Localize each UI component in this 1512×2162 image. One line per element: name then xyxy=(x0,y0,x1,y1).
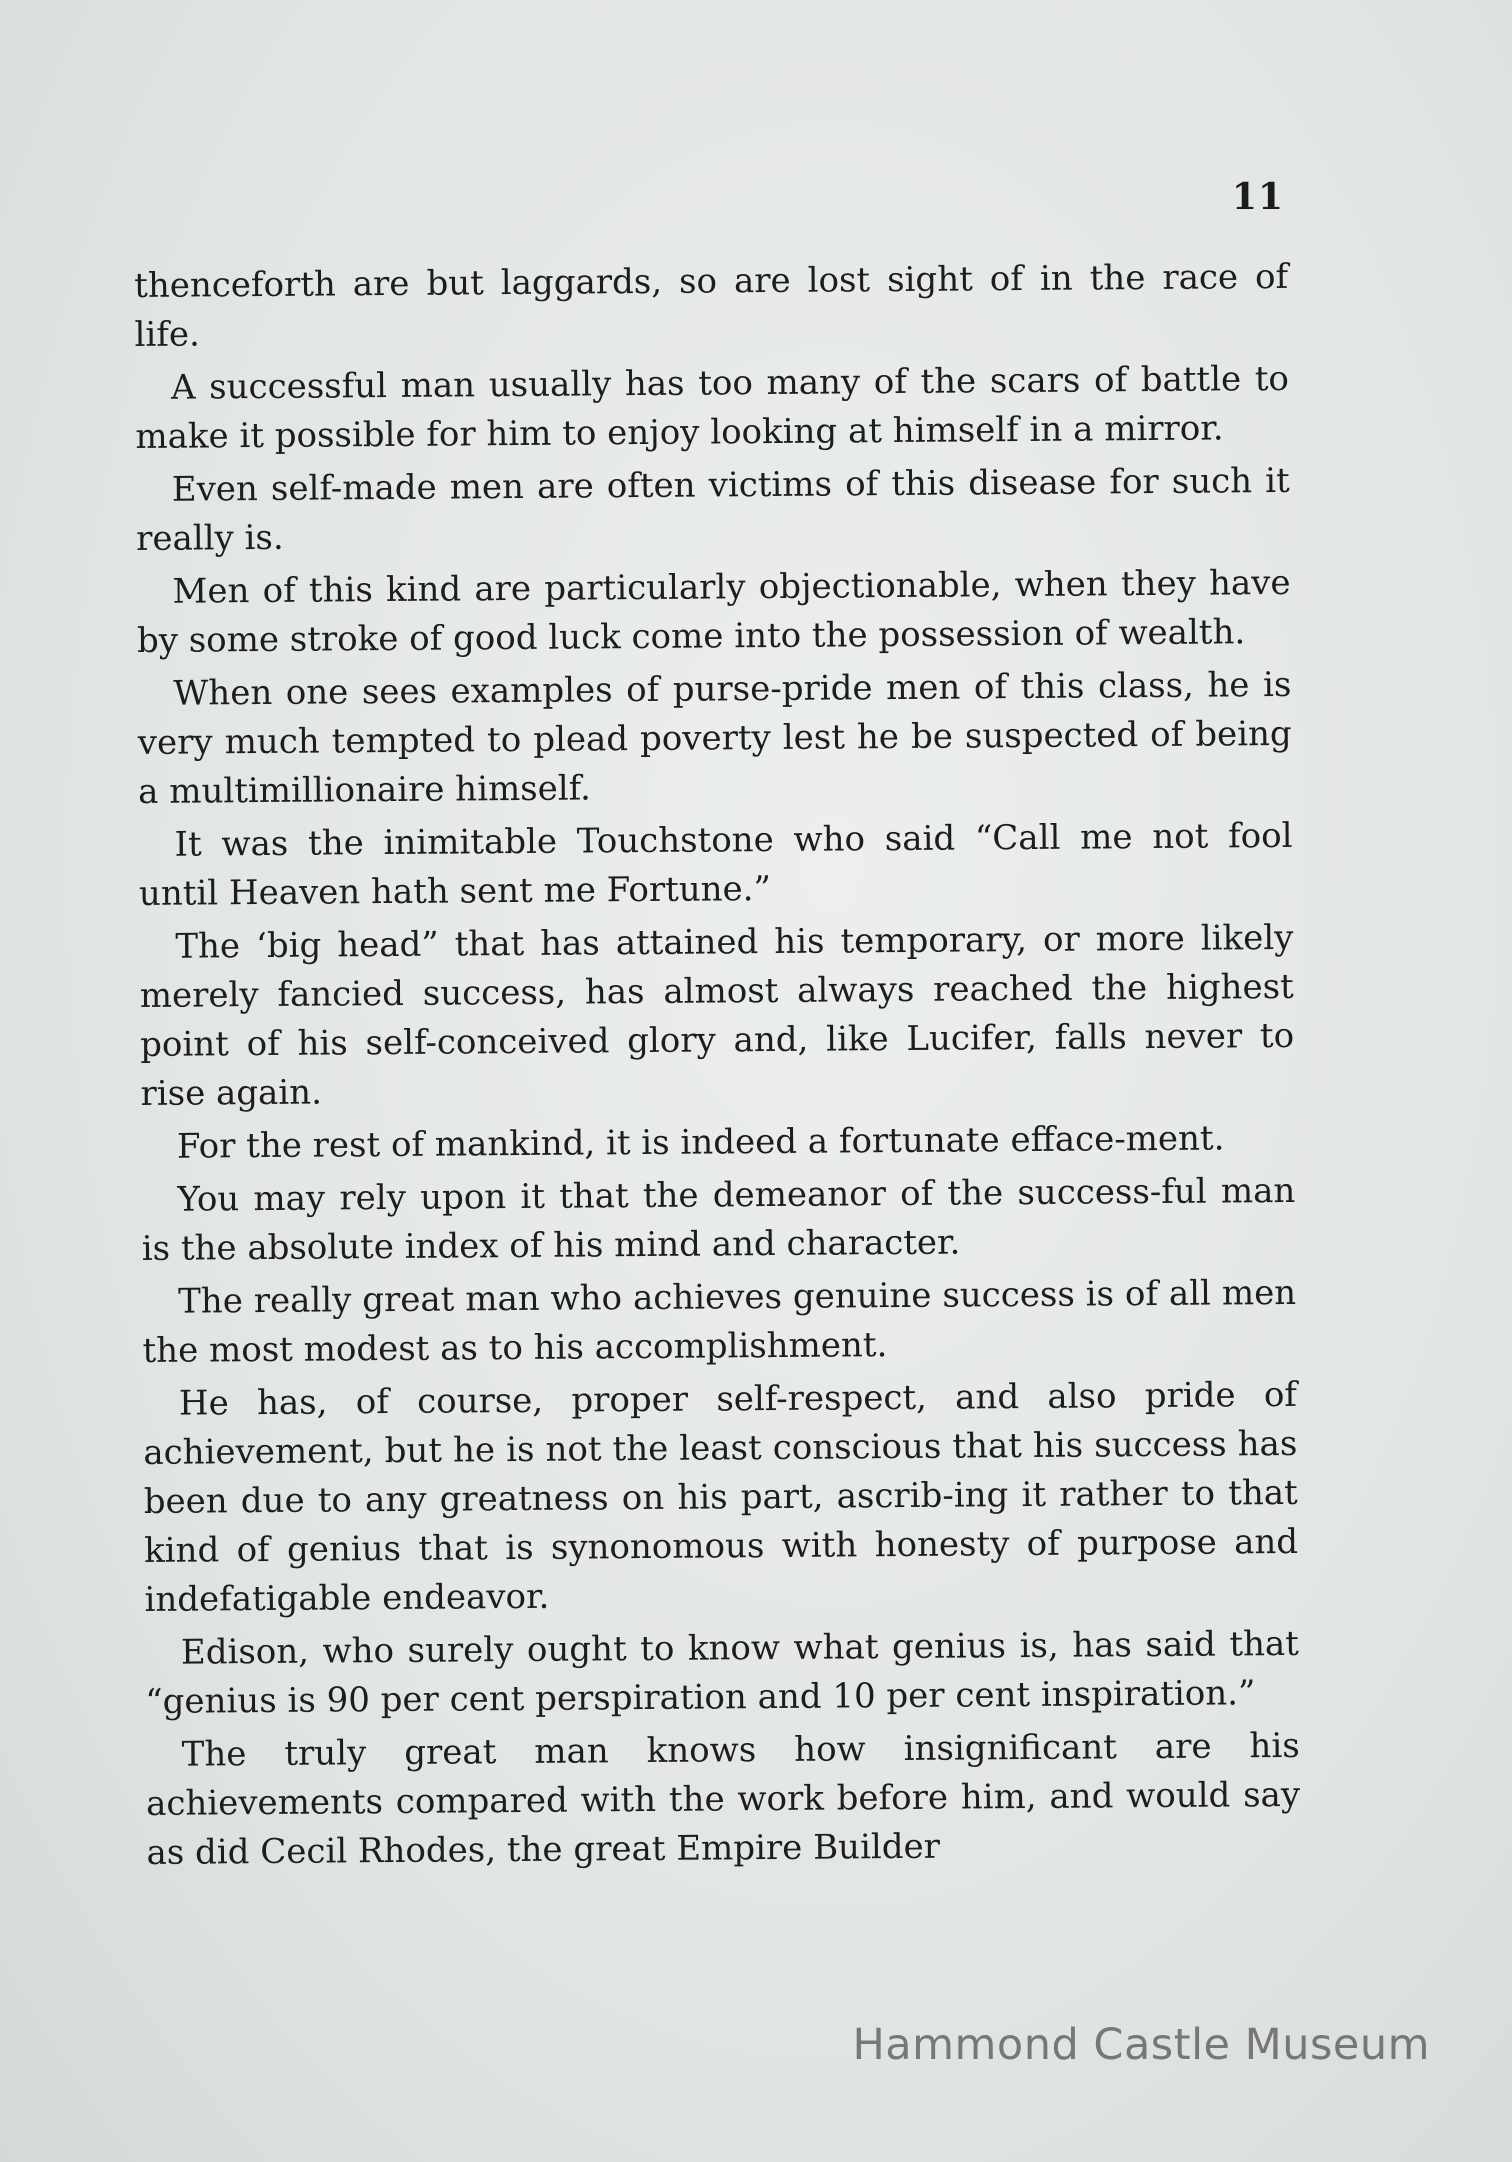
watermark: Hammond Castle Museum xyxy=(852,2020,1430,2070)
page-number: 11 xyxy=(1231,176,1284,218)
paragraph-11: He has, of course, proper self-respect, and also pride of achievement, but he is not the least conscious that his success has been due to any greatness on his part, ascrib-ing it rather to that kind of genius that is synonomous with honesty of purpose and indefatigable endeavor. xyxy=(143,1374,1299,1620)
paragraph-13: The truly great man knows how insignificant are his achievements compared with the work before him, and would say as did Cecil Rhodes, the great Empire Builder xyxy=(145,1725,1301,1873)
paragraph-10: The really great man who achieves genuine success is of all men the most modest as to his accomplishment. xyxy=(142,1272,1297,1371)
paragraph-1: thenceforth are but laggards, so are lost sight of in the race of life. xyxy=(134,256,1289,355)
paragraph-5: When one sees examples of purse-pride men of this class, he is very much tempted to plead poverty lest he be suspected of being a multimillionaire himself. xyxy=(137,664,1292,812)
paragraph-12: Edison, who surely ought to know what genius is, has said that “genius is 90 per cent perspiration and 10 per cent inspiration.” xyxy=(145,1623,1300,1722)
paragraph-9: You may rely upon it that the demeanor of the success-ful man is the absolute index of his mind and character. xyxy=(141,1170,1296,1269)
paragraph-3: Even self-made men are often victims of this disease for such it really is. xyxy=(136,460,1290,559)
paragraph-4: Men of this kind are particularly objectionable, when they have by some stroke of good luck come into the possession of wealth. xyxy=(136,562,1291,661)
paragraph-6: It was the inimitable Touchstone who said “Call me not fool until Heaven hath sent me Fortune.” xyxy=(138,815,1293,914)
paragraph-8: For the rest of mankind, it is indeed a fortunate efface-ment. xyxy=(176,1118,1225,1167)
body-text xyxy=(134,253,1301,1882)
paragraph-7: The ‘big head” that has attained his temporary, or more likely merely fancied success, has almost always reached the highest point of his self-conceived glory and, like Lucifer, falls never to rise again. xyxy=(139,917,1295,1114)
paragraph-2: A successful man usually has too many of the scars of battle to make it possible for him to enjoy looking at himself in a mirror. xyxy=(135,358,1290,457)
